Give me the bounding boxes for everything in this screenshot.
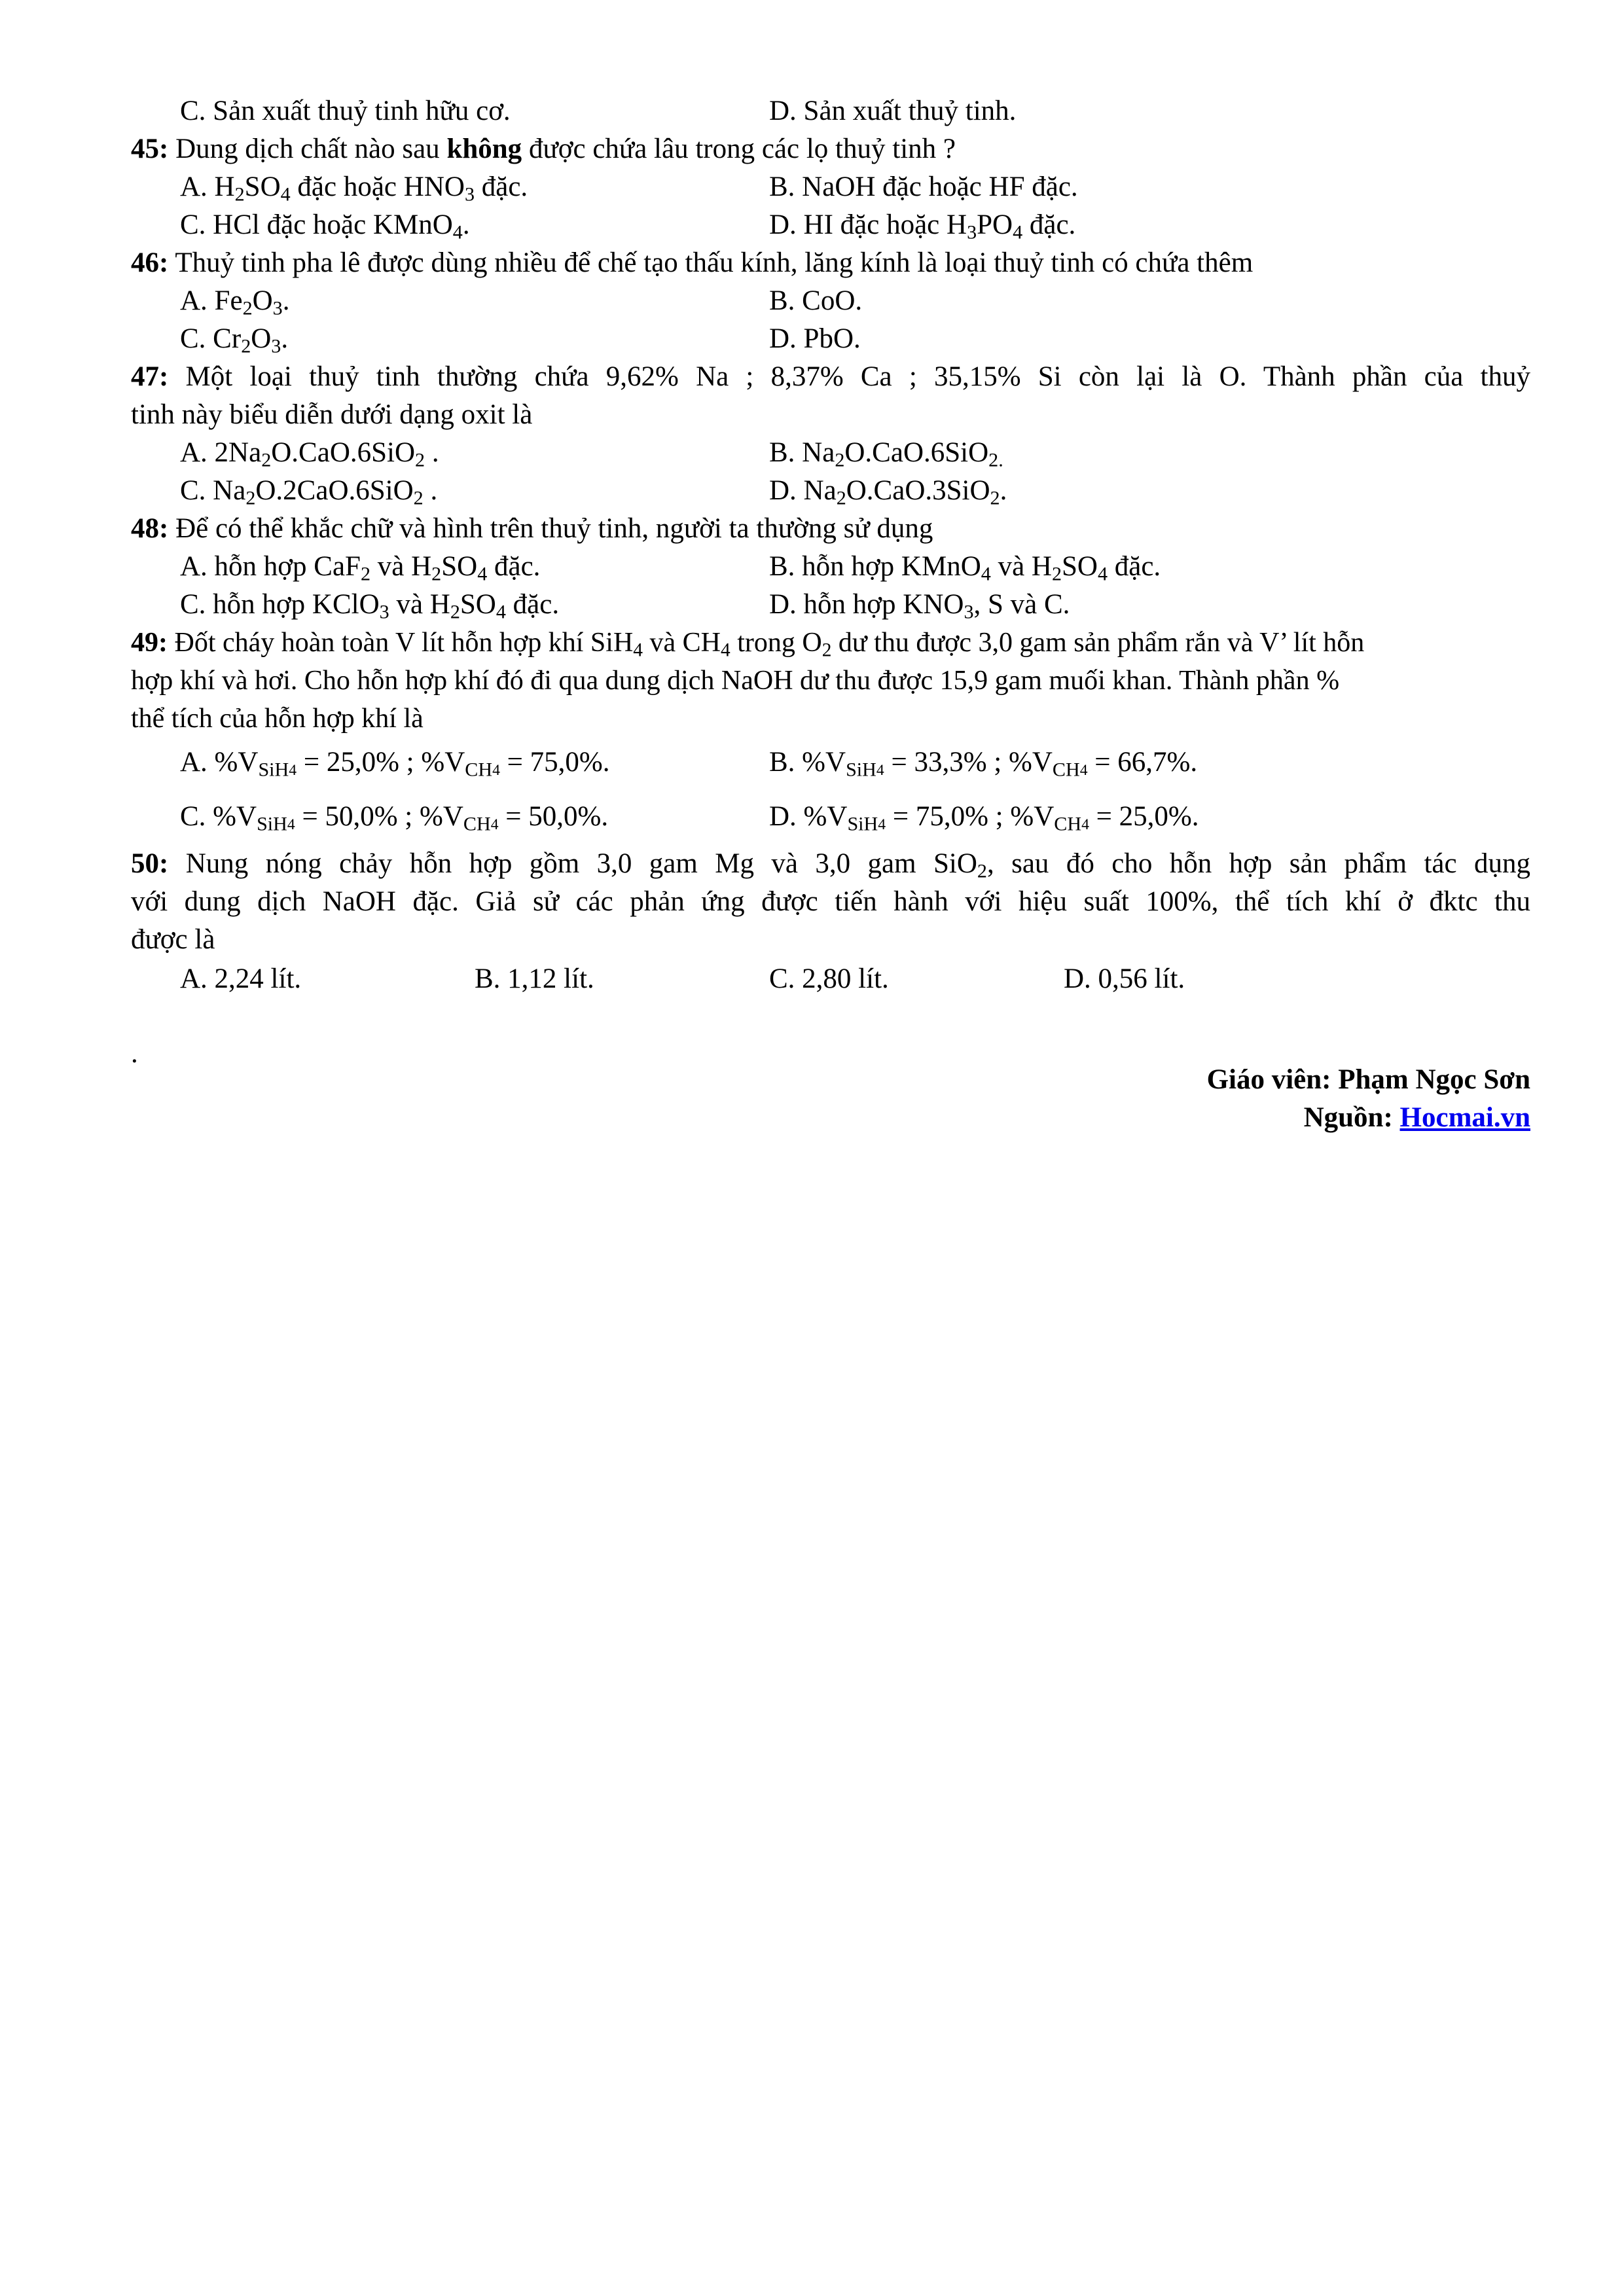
q46-option-c: C. $Cr_2O_3$. [180, 323, 289, 357]
q44-option-d: D. Sản xuất thuỷ tinh. [769, 96, 1017, 126]
q46-option-d: D. PbO. [769, 323, 861, 354]
teacher-credit: Giáo viên: Phạm Ngọc Sơn [1206, 1064, 1530, 1095]
q48-stem: 48: Để có thể khắc chữ và hình trên thuỷ tinh, người ta thường sử dụng [131, 513, 933, 544]
q47-option-a: A. $2Na_2O.CaO.6SiO_2$ . [180, 437, 439, 471]
q48-option-a: A. hỗn hợp CaF$_2$ và $H_2SO_4$ đặc. [180, 551, 541, 585]
q50-option-d: D. 0,56 lít. [1064, 963, 1185, 994]
q47-stem-line-1: 47: Một loại thuỷ tinh thường chứa 9,62% Na ; 8,37% Ca ; 35,15% Si còn lại là O. Thành phần của thuỷ [131, 361, 1531, 392]
q49-stem-line-2: hợp khí và hơi. Cho hỗn hợp khí đó đi qua dung dịch NaOH dư thu được 15,9 gam muối khan. Thành phần % [131, 666, 1340, 696]
q44-option-c: C. Sản xuất thuỷ tinh hữu cơ. [180, 96, 511, 126]
q45-option-d: D. HI đặc hoặc $H_3PO_4$ đặc. [769, 209, 1076, 243]
q50-stem-line-1: 50: Nung nóng chảy hỗn hợp gồm 3,0 gam Mg và 3,0 gam SiO$_2$, sau đó cho hỗn hợp sản phẩm tác dụng [131, 848, 1530, 882]
stray-dot: . [131, 1038, 138, 1069]
q46-stem: 46: Thuỷ tinh pha lê được dùng nhiều để chế tạo thấu kính, lăng kính là loại thuỷ tinh có chứa thêm [131, 247, 1254, 278]
q50-number: 50: [131, 848, 169, 879]
q45-stem: 45: Dung dịch chất nào sau không được chứa lâu trong các lọ thuỷ tinh ? [131, 134, 956, 164]
q45-option-a: A. $H_2SO_4$ đặc hoặc $HNO_3$ đặc. [180, 171, 528, 206]
q44-options-row-2 [0, 92, 1624, 131]
q46-options-row-1 [0, 281, 1624, 321]
q45-option-b: B. NaOH đặc hoặc HF đặc. [769, 171, 1078, 202]
source-link[interactable]: Hocmai.vn [1399, 1102, 1530, 1133]
q48-option-d: D. hỗn hợp $KNO_3$, S và C. [769, 589, 1070, 623]
q45-options-row-2 [0, 206, 1624, 245]
q47-options-row-1 [0, 433, 1624, 473]
q50-stem-line-3: được là [131, 924, 215, 955]
q49-stem-line-3: thể tích của hỗn hợp khí là [131, 704, 424, 734]
q49-option-b: B. $\%V_{SiH4} = 33,3\%$ ; $\%V_{CH4} = 66,7\%$. [769, 747, 1198, 781]
q49-option-d: D. $\%V_{SiH4} = 75,0\%$ ; $\%V_{CH4} = 25,0\%$. [769, 801, 1199, 835]
q46-option-b: B. CoO. [769, 285, 863, 316]
q50-option-c: C. 2,80 lít. [769, 963, 889, 994]
q47-stem-line-2: tinh này biểu diễn dưới dạng oxit là [131, 399, 533, 430]
q47-number: 47: [131, 361, 169, 392]
q45-options-row-1 [0, 168, 1624, 207]
q48-options-row-1 [0, 547, 1624, 586]
q47-option-b: B. $Na_2O.CaO.6SiO_{2.}$ [769, 437, 1003, 471]
q49-number: 49: [131, 628, 168, 658]
q47-options-row-2 [0, 471, 1624, 511]
q49-options-row-1 [0, 743, 1624, 782]
q49-option-c: C. $\%V_{SiH4} = 50,0\%$ ; $\%V_{CH4} = 50,0\%$. [180, 801, 609, 835]
q45-emphasis: không [446, 134, 522, 164]
q47-option-c: C. $Na_2O.2CaO.6SiO_2$ . [180, 475, 438, 509]
q46-options-row-2 [0, 319, 1624, 359]
q50-stem-line-2: với dung dịch NaOH đặc. Giả sử các phản ứng được tiến hành với hiệu suất 100%, thể tích khí ở đktc thu [131, 886, 1530, 917]
q48-number: 48: [131, 513, 169, 544]
q48-option-b: B. hỗn hợp KMnO$_4$ và $H_2SO_4$ đặc. [769, 551, 1161, 585]
q49-option-a: A. $\%V_{SiH4} = 25,0\%$ ; $\%V_{CH4} = 75,0\%$. [180, 747, 610, 781]
source-credit: Nguồn: Hocmai.vn [1303, 1102, 1530, 1133]
q46-option-a: A. $Fe_2O_3$. [180, 285, 290, 319]
q46-number: 46: [131, 247, 169, 278]
q49-options-row-2 [0, 797, 1624, 836]
q50-option-a: A. 2,24 lít. [180, 963, 302, 994]
q47-option-d: D. $Na_2O.CaO.3SiO_2$. [769, 475, 1007, 509]
q49-stem-line-1: 49: Đốt cháy hoàn toàn V lít hỗn hợp khí SiH$_4$ và $CH_4$ trong $O_2$ dư thu được 3,0 gam sản phẩm rắn và V’ lít hỗn [131, 628, 1365, 661]
q45-number: 45: [131, 134, 169, 164]
q45-option-c: C. HCl đặc hoặc KMnO$_4$. [180, 209, 470, 243]
q48-options-row-2 [0, 585, 1624, 624]
q50-options-row [0, 960, 1624, 999]
q48-option-c: C. hỗn hợp KClO$_3$ và $H_2SO_4$ đặc. [180, 589, 560, 623]
q50-option-b: B. 1,12 lít. [475, 963, 594, 994]
